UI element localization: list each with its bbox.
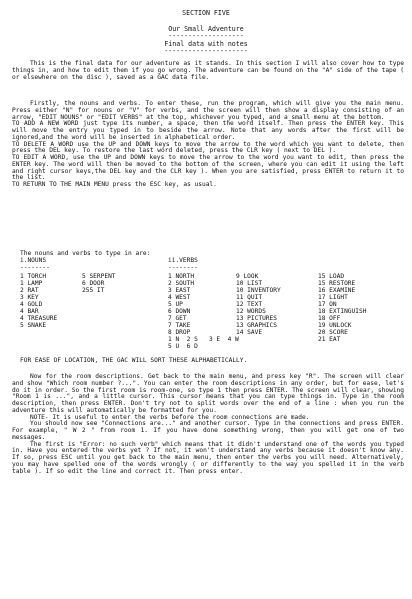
word-entry: 15 RESTORE <box>318 280 356 287</box>
verbs-column-1 <box>168 273 194 336</box>
word-entry: 2 SOUTH <box>168 280 195 287</box>
word-entry: 12 TEXT <box>236 301 263 308</box>
word-entry: 19 UNLOCK <box>318 322 352 329</box>
word-entry: 4 WEST <box>168 294 191 301</box>
instruction-paragraph: TO EDIT A WORD, use the UP and DOWN keys to move the arrow to the word you want to edit, then press the ENTER key. The word will then be moved to the bottom of the screen, where you can edit it using the left and right cursor keys,the DEL key and the CLR key ). When you are satisfied, press ENTER to return it to the list. <box>12 154 404 182</box>
ease-note: FOR EASE OF LOCATION, THE GAC WILL SORT THESE ALPHABETICALLY. <box>20 357 248 364</box>
word-entry: 9 LOOK <box>236 273 259 280</box>
word-entry: 17 ON <box>318 301 337 308</box>
section-heading: SECTION FIVE <box>182 9 230 17</box>
word-entry: 21 EAT <box>318 336 341 343</box>
verbs-heading: ii.VERBS <box>168 257 198 264</box>
word-entry: 3 KEY <box>20 294 39 301</box>
verbs-short-forms-1: 1 N 2 S 3 E 4 W <box>168 336 239 343</box>
word-entry: 18 EXTINGUISH <box>318 308 367 315</box>
word-entry: 4 GOLD <box>20 301 43 308</box>
word-entry: 6 DOWN <box>168 308 191 315</box>
instruction-paragraph: Firstly, the nouns and verbs. To enter these, run the program, which will give you the main menu. Press either "N" for nouns or "V" for verbs, and the screen will then show a display consisting of an arrow, "EDIT NOUNS" or "EDIT VERBS" at the top, whichever you typed, and a small menu at the bottom. <box>12 100 404 121</box>
word-entry: 5 SERPENT <box>82 273 116 280</box>
word-entry: 1 NORTH <box>168 273 195 280</box>
word-entry: 4 TREASURE <box>20 315 58 322</box>
intro-paragraph: This is the final data for our adventure as it stands. In this section I will also cover how to type things in, and how to edit them if you go wrong. The adventure can be found on the "A" side of the tape ( or elsewhere on the disc ), saved as a GAC data file. <box>12 60 404 81</box>
verbs-short-forms-2: 5 U 6 D <box>168 343 198 350</box>
lists-intro: The nouns and verbs to type in are: <box>20 250 151 257</box>
verbs-column-2 <box>236 273 281 336</box>
room-paragraph: NOTE- It is useful to enter the verbs before the room connections are made. <box>30 413 310 421</box>
page-title: Our Small Adventure <box>168 25 244 33</box>
page-subtitle: Final data with notes <box>164 40 248 48</box>
verbs-column-3 <box>318 273 366 343</box>
word-entry: 10 INVENTORY <box>236 287 281 294</box>
word-entry: 5 UP <box>168 301 183 308</box>
room-paragraph: The first is "Error: no such verb" which means that it didn't understand one of the words you typed in. Have you entered the verbs yet ? If not, it won't understand any verbs because it doesn't know any. If so, press ESC until you get back to the main menu, then enter the verbs you will need. Alternatively, you may have spelled one of the words wrongly ( or differently to the way you spelled it in the verb table ). If so edit the line and correct it. Then press enter. <box>12 440 404 475</box>
title-underline: ------------------- <box>168 32 244 40</box>
word-entry: 20 SCORE <box>318 329 348 336</box>
nouns-rule: -------- <box>20 264 50 271</box>
nouns-column-1 <box>20 273 57 329</box>
verbs-rule: -------- <box>168 264 198 271</box>
word-entry: 7 GET <box>168 315 187 322</box>
word-entry: 7 TAKE <box>168 322 191 329</box>
nouns-heading: i.NOUNS <box>20 257 47 264</box>
instructions-block <box>12 101 404 189</box>
word-entry: 14 SAVE <box>236 329 263 336</box>
room-paragraph: You should now see "Connections are..." and another cursor. Type in the connections and press ENTER. For example, " W 2 " from room 1. If you have done something wrong, then you will get one of two messages. <box>12 420 404 441</box>
word-entry: 6 DOOR <box>82 280 105 287</box>
word-entry: 11 QUIT <box>236 294 263 301</box>
word-entry: 1 LAMP <box>20 280 43 287</box>
word-entry: 12 WORDS <box>236 308 266 315</box>
instruction-paragraph: TO ADD A NEW WORD just type its number, a space, then the word itself. Then press the ENTER key. This will move the entry you typed in to beside the arrow. Note that any words after the first will be ignored,and the word will be inserted in alphabetical order. <box>12 120 404 141</box>
word-entry: 5 SNAKE <box>20 322 47 329</box>
word-entry: 13 GRAPHICS <box>236 322 277 329</box>
word-entry: 10 LIST <box>236 280 263 287</box>
word-entry: 3 EAST <box>168 287 191 294</box>
word-entry: 18 OFF <box>318 315 341 322</box>
word-entry: 2 RAT <box>20 287 39 294</box>
word-entry: 255 IT <box>82 287 105 294</box>
instruction-paragraph: TO DELETE A WORD use the UP and DOWN keys to move the arrow to the word which you want to delete, then press the DEL key. To restore the last word deleted, press the CLR key ( next to DEL ). <box>12 140 404 155</box>
subtitle-underline: --------------------- <box>164 47 248 55</box>
instruction-paragraph: TO RETURN TO THE MAIN MENU press the ESC key, as usual. <box>12 181 217 188</box>
word-entry: 15 LOAD <box>318 273 345 280</box>
room-descriptions-block <box>12 374 404 475</box>
word-entry: 4 BAR <box>20 308 39 315</box>
nouns-column-2 <box>82 273 116 294</box>
word-entry: 13 PICTURES <box>236 315 277 322</box>
room-paragraph: Now for the room descriptions. Get back to the main menu, and press key "R". The screen will clear and show "Which room number ?...". You can enter the room descriptions in any order, but for ease, let's do it in order. So the first room is room-one, so type 1 then press ENTER. The screen will clear, showing "Room 1 is ...", and a little cursor. This cursor means that you can type things in. Type in the room description, then press ENTER. Don't try not to split words over the end of a line : when you run the adventure this will automatically be formatted for you. <box>12 373 404 414</box>
word-entry: 17 LIGHT <box>318 294 348 301</box>
word-entry: 1 TORCH <box>20 273 47 280</box>
word-entry: 8 DROP <box>168 329 191 336</box>
word-entry: 16 EXAMINE <box>318 287 356 294</box>
